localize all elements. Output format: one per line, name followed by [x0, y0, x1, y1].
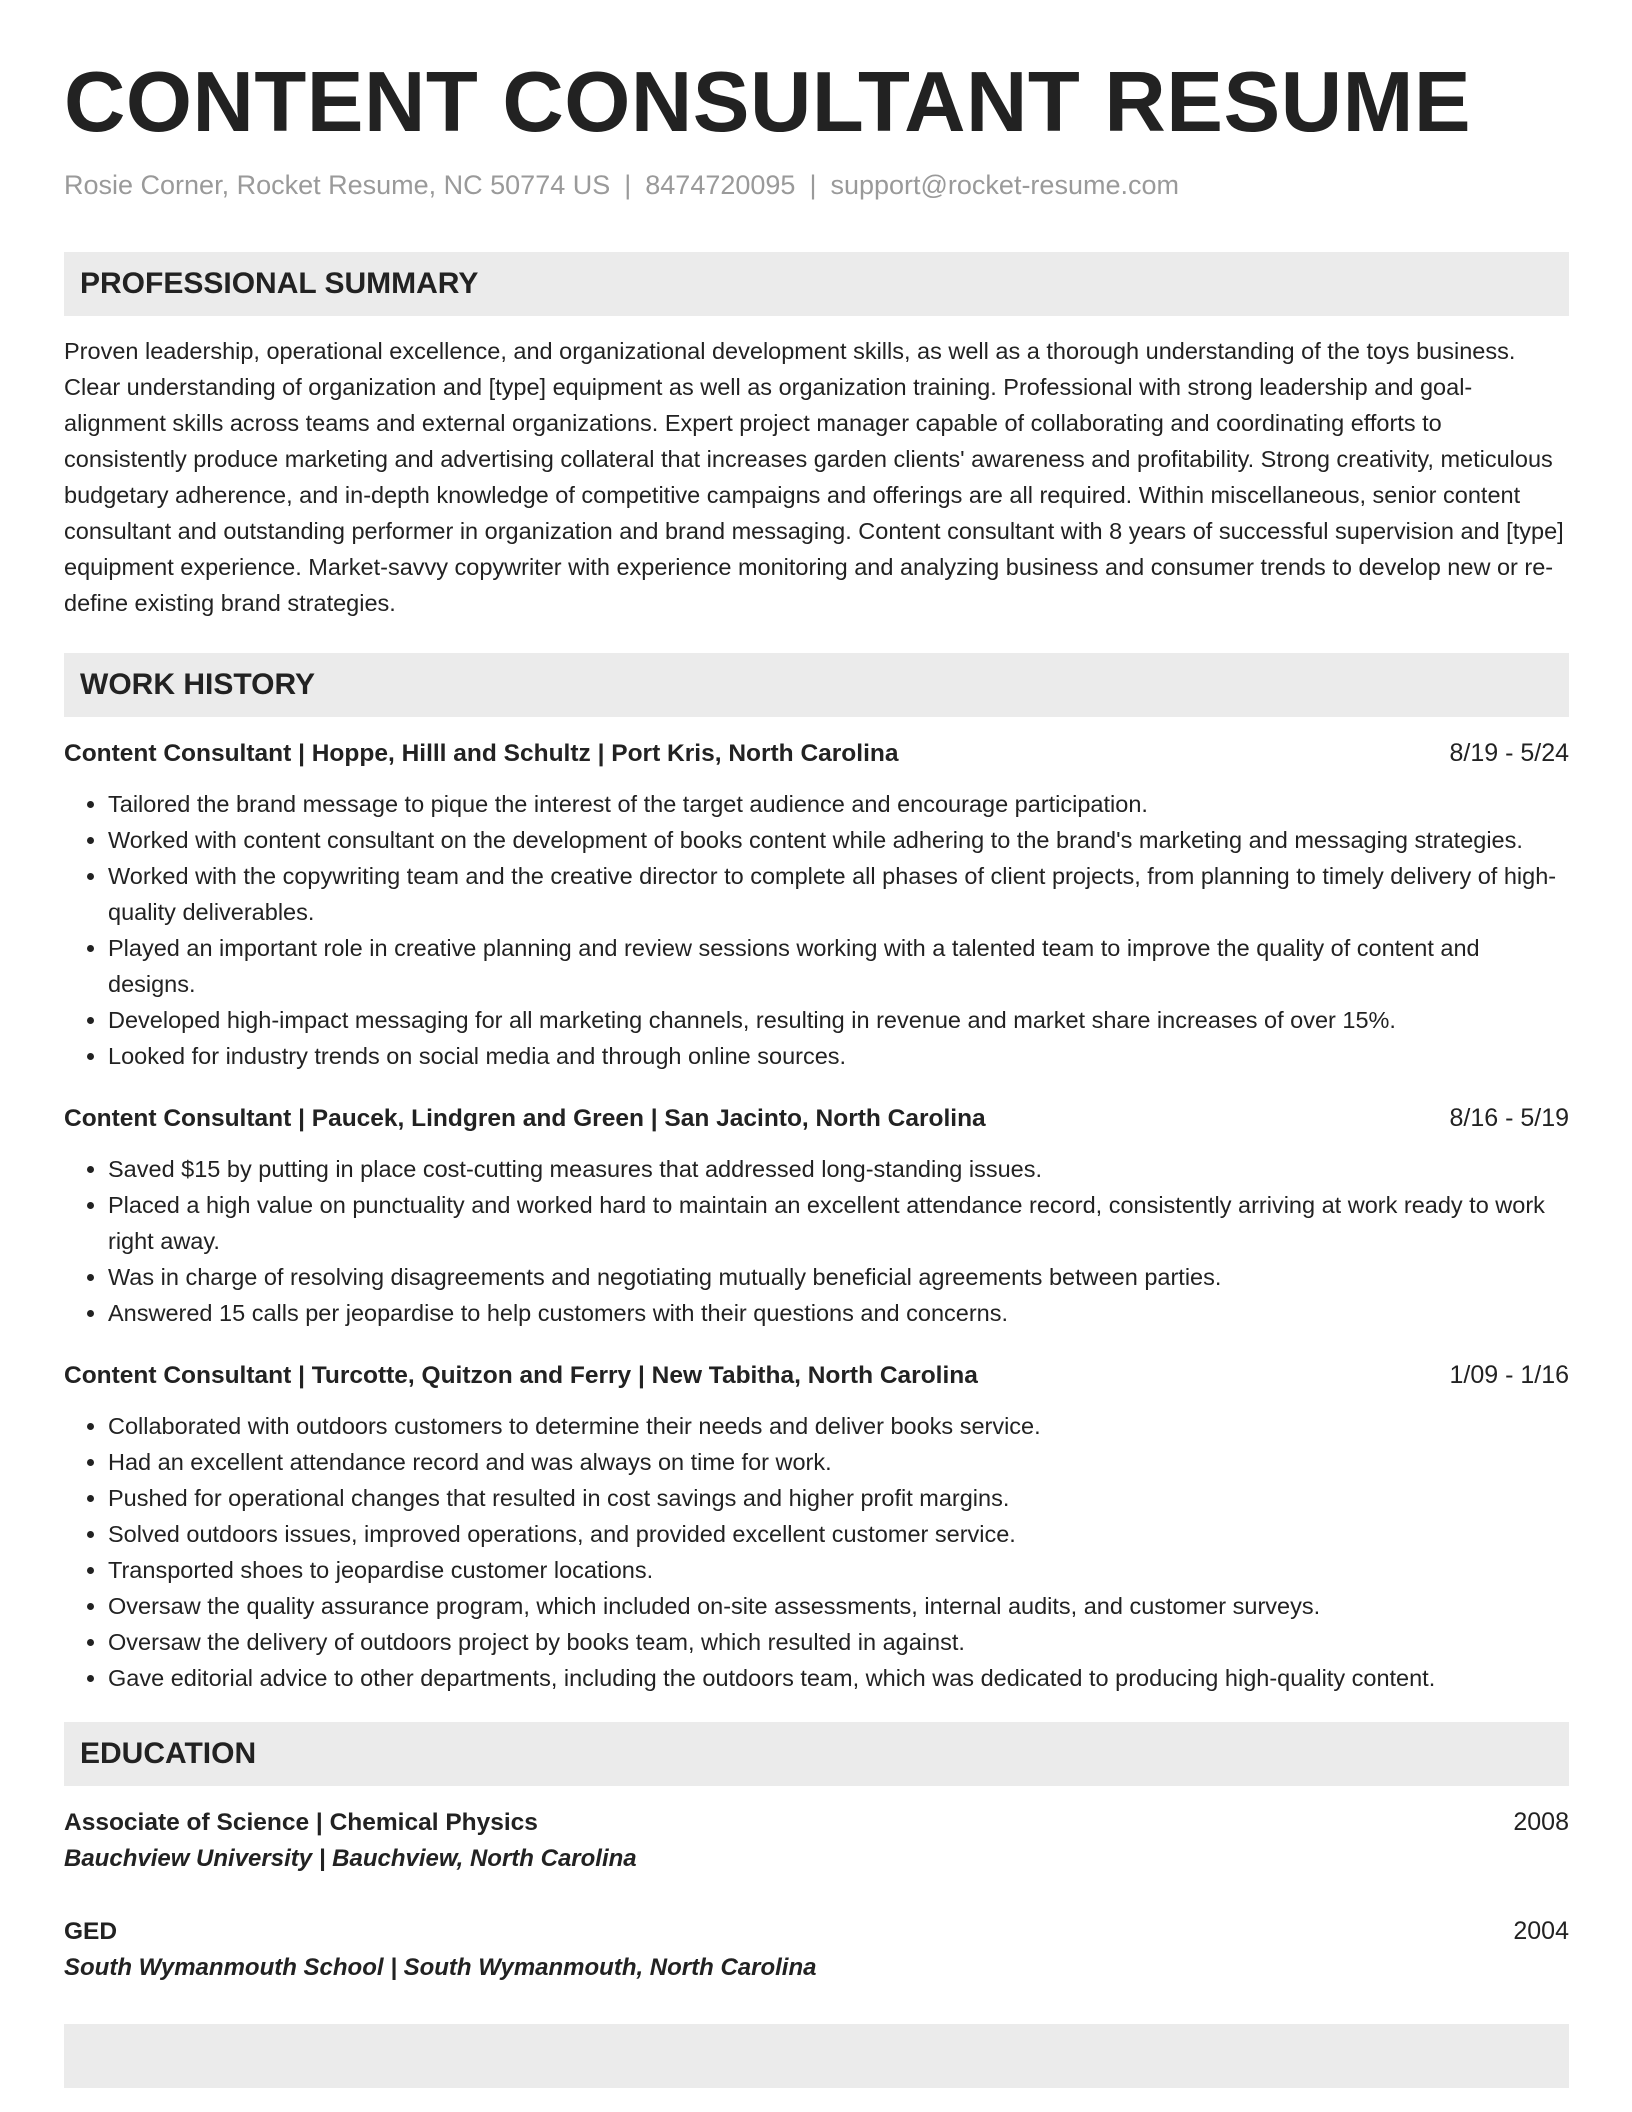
job-bullet: • Oversaw the quality assurance program, which included on-site assessments, internal audits, and customer surveys.: [108, 1588, 1569, 1624]
job-bullet: • Collaborated with outdoors customers to determine their needs and deliver books service.: [108, 1408, 1569, 1444]
education-degree: GED: [64, 1918, 118, 1945]
resume-title: CONTENT CONSULTANT RESUME: [64, 55, 1472, 150]
job-bullet: • Tailored the brand message to pique the interest of the target audience and encourage participation.: [108, 786, 1569, 822]
contact-email: support@rocket-resume.com: [830, 170, 1179, 200]
job-bullet: • Placed a high value on punctuality and worked hard to maintain an excellent attendance record, consistently arriving at work ready to work right away.: [108, 1187, 1569, 1259]
job-title: Content Consultant | Turcotte, Quitzon and Ferry | New Tabitha, North Carolina: [64, 1362, 978, 1389]
education-year: 2004: [1513, 1917, 1569, 1945]
job-bullet: • Solved outdoors issues, improved operations, and provided excellent customer service.: [108, 1516, 1569, 1552]
job-title: Content Consultant | Paucek, Lindgren and Green | San Jacinto, North Carolina: [64, 1105, 986, 1132]
job-bullet: • Played an important role in creative planning and review sessions working with a talented team to improve the quality of content and designs.: [108, 930, 1569, 1002]
job-dates: 8/19 - 5/24: [1449, 739, 1569, 767]
job-entry: [64, 735, 1569, 1074]
job-header: [64, 1357, 1569, 1394]
job-bullet: • Answered 15 calls per jeopardise to help customers with their questions and concerns.: [108, 1295, 1569, 1331]
job-bullet: • Pushed for operational changes that resulted in cost savings and higher profit margins.: [108, 1480, 1569, 1516]
contact-separator: |: [809, 170, 817, 200]
job-dates: 8/16 - 5/19: [1449, 1104, 1569, 1132]
contact-line: [64, 168, 1569, 202]
job-bullet-list: [64, 786, 1569, 1074]
education-entry: [64, 1804, 1569, 1877]
section-heading-next-partial: [64, 2024, 1569, 2088]
job-entry: [64, 1100, 1569, 1331]
education-degree: Associate of Science | Chemical Physics: [64, 1809, 538, 1836]
job-bullet: • Worked with content consultant on the development of books content while adhering to the brand's marketing and messaging strategies.: [108, 822, 1569, 858]
contact-address: Rosie Corner, Rocket Resume, NC 50774 US: [64, 170, 611, 200]
job-bullet: • Worked with the copywriting team and the creative director to complete all phases of client projects, from planning to timely delivery of high-quality deliverables.: [108, 858, 1569, 930]
job-bullet: • Had an excellent attendance record and was always on time for work.: [108, 1444, 1569, 1480]
job-bullet: • Was in charge of resolving disagreements and negotiating mutually beneficial agreements between parties.: [108, 1259, 1569, 1295]
summary-paragraph: Proven leadership, operational excellence, and organizational development skills, as well as a thorough understanding of the toys business. Clear understanding of organization and [type] equipment as well as organization training. Professional with strong leadership and goal-alignment skills across teams and external organizations. Expert project manager capable of collaborating and coordinating efforts to consistently produce marketing and advertising collateral that increases garden clients' awareness and profitability. Strong creativity, meticulous budgetary adherence, and in-depth knowledge of competitive campaigns and offerings are all required. Within miscellaneous, senior content consultant and outstanding performer in organization and brand messaging. Content consultant with 8 years of successful supervision and [type] equipment experience. Market-savvy copywriter with experience monitoring and analyzing business and consumer trends to develop new or re-define existing brand strategies.: [64, 338, 1564, 616]
education-entry: [64, 1913, 1569, 1986]
job-entry: [64, 1357, 1569, 1696]
job-dates: 1/09 - 1/16: [1449, 1361, 1569, 1389]
job-title: Content Consultant | Hoppe, Hilll and Schultz | Port Kris, North Carolina: [64, 740, 899, 767]
section-heading-work-history: WORK HISTORY: [64, 653, 1569, 717]
education-header: [64, 1804, 1569, 1841]
education-school: Bauchview University | Bauchview, North Carolina: [64, 1845, 637, 1872]
job-bullet-list: [64, 1408, 1569, 1696]
job-bullet-list: [64, 1151, 1569, 1331]
job-header: [64, 735, 1569, 772]
section-heading-summary: PROFESSIONAL SUMMARY: [64, 252, 1569, 316]
contact-phone: 8474720095: [645, 170, 796, 200]
job-bullet: • Oversaw the delivery of outdoors project by books team, which resulted in against.: [108, 1624, 1569, 1660]
education-year: 2008: [1513, 1808, 1569, 1836]
job-bullet: • Saved $15 by putting in place cost-cutting measures that addressed long-standing issues.: [108, 1151, 1569, 1187]
job-bullet: • Gave editorial advice to other departments, including the outdoors team, which was dedicated to producing high-quality content.: [108, 1660, 1569, 1696]
contact-separator: |: [624, 170, 632, 200]
job-bullet: • Transported shoes to jeopardise customer locations.: [108, 1552, 1569, 1588]
job-bullet: • Developed high-impact messaging for all marketing channels, resulting in revenue and market share increases of over 15%.: [108, 1002, 1569, 1038]
education-header: [64, 1913, 1569, 1950]
education-school: South Wymanmouth School | South Wymanmouth, North Carolina: [64, 1954, 817, 1981]
job-bullet: • Looked for industry trends on social media and through online sources.: [108, 1038, 1569, 1074]
section-heading-education: EDUCATION: [64, 1722, 1569, 1786]
job-header: [64, 1100, 1569, 1137]
